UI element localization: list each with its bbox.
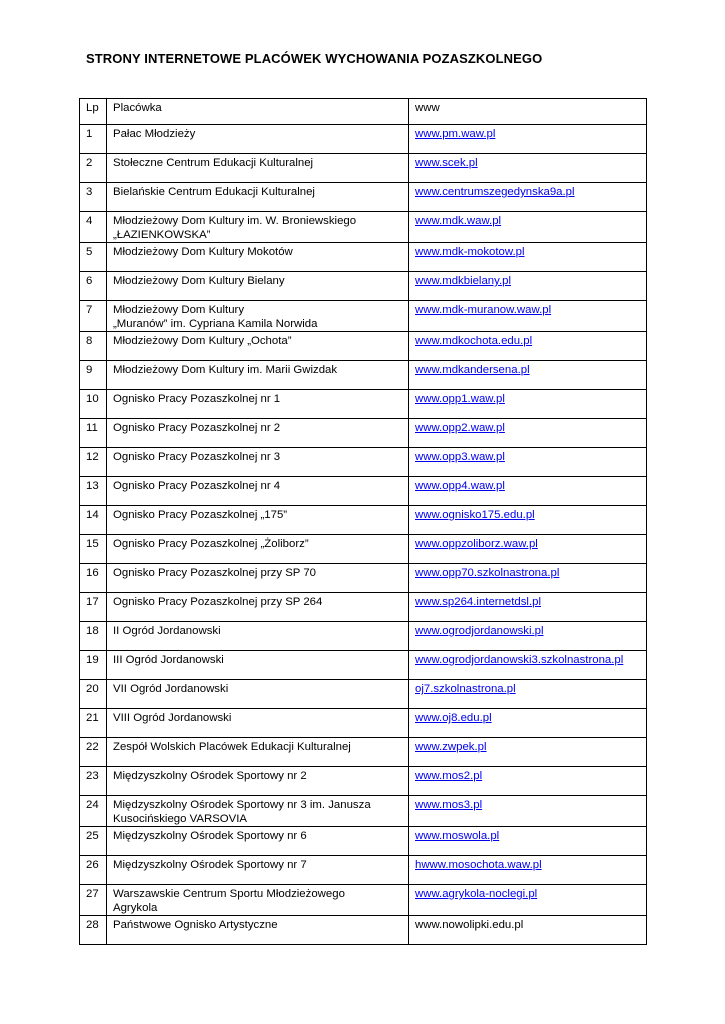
institution-name xyxy=(107,448,409,477)
institution-name-line: Bielańskie Centrum Edukacji Kulturalnej xyxy=(113,186,315,198)
row-number: 19 xyxy=(80,651,107,680)
website-cell xyxy=(409,564,647,593)
website-cell xyxy=(409,885,647,916)
table-row xyxy=(80,916,647,945)
table-row xyxy=(80,154,647,183)
website-link[interactable]: www.mdk-mokotow.pl xyxy=(415,246,525,258)
institution-name xyxy=(107,856,409,885)
website-cell xyxy=(409,506,647,535)
table-row xyxy=(80,448,647,477)
table-row xyxy=(80,680,647,709)
website-link[interactable]: www.ogrodjordanowski3.szkolnastrona.pl xyxy=(415,654,624,666)
website-cell xyxy=(409,272,647,301)
institution-name-line: Młodzieżowy Dom Kultury „Ochota” xyxy=(113,335,292,347)
institution-name xyxy=(107,796,409,827)
website-link[interactable]: www.mdkandersena.pl xyxy=(415,364,530,376)
table-row xyxy=(80,796,647,827)
website-link[interactable]: www.oppzoliborz.waw.pl xyxy=(415,538,538,550)
institution-name-line: Ognisko Pracy Pozaszkolnej nr 2 xyxy=(113,422,281,434)
institution-name-line: III Ogród Jordanowski xyxy=(113,654,224,666)
institution-name xyxy=(107,827,409,856)
row-number: 28 xyxy=(80,916,107,945)
row-number: 25 xyxy=(80,827,107,856)
website-cell xyxy=(409,651,647,680)
website-cell xyxy=(409,738,647,767)
institution-name xyxy=(107,535,409,564)
row-number: 20 xyxy=(80,680,107,709)
row-number: 4 xyxy=(80,212,107,243)
institution-name xyxy=(107,593,409,622)
row-number: 23 xyxy=(80,767,107,796)
website-cell xyxy=(409,448,647,477)
website-cell xyxy=(409,709,647,738)
institution-name xyxy=(107,916,409,945)
institution-name xyxy=(107,738,409,767)
table-row xyxy=(80,477,647,506)
table-row xyxy=(80,827,647,856)
institution-name-line: II Ogród Jordanowski xyxy=(113,625,221,637)
website-link[interactable]: www.opp1.waw.pl xyxy=(415,393,505,405)
website-link[interactable]: www.agrykola-noclegi.pl xyxy=(415,888,538,900)
institution-name xyxy=(107,564,409,593)
website-link[interactable]: oj7.szkolnastrona.pl xyxy=(415,683,516,695)
institution-name-line: Stołeczne Centrum Edukacji Kulturalnej xyxy=(113,157,314,169)
website-link[interactable]: www.opp3.waw.pl xyxy=(415,451,505,463)
website-link[interactable]: www.mdkbielany.pl xyxy=(415,275,512,287)
table-row xyxy=(80,622,647,651)
website-cell xyxy=(409,125,647,154)
row-number: 7 xyxy=(80,301,107,332)
institution-name-line: Młodzieżowy Dom Kultury Bielany xyxy=(113,275,285,287)
website-link[interactable]: www.mos2.pl xyxy=(415,770,483,782)
institution-name xyxy=(107,767,409,796)
website-cell xyxy=(409,593,647,622)
table-row xyxy=(80,243,647,272)
row-number: 2 xyxy=(80,154,107,183)
row-number: 17 xyxy=(80,593,107,622)
institution-name-line: Ognisko Pracy Pozaszkolnej „175” xyxy=(113,509,288,521)
website-text: www.nowolipki.edu.pl xyxy=(415,919,524,931)
table-row xyxy=(80,564,647,593)
institution-name-line: Młodzieżowy Dom Kultury im. W. Broniewskiego xyxy=(113,215,357,227)
institution-name-line: Agrykola xyxy=(113,901,158,914)
institution-name-line: Międzyszkolny Ośrodek Sportowy nr 2 xyxy=(113,770,307,782)
website-link[interactable]: www.sp264.internetdsl.pl xyxy=(415,596,541,608)
website-link[interactable]: www.opp70.szkolnastrona.pl xyxy=(415,567,560,579)
row-number: 12 xyxy=(80,448,107,477)
website-cell xyxy=(409,243,647,272)
institution-name xyxy=(107,651,409,680)
table-row xyxy=(80,885,647,916)
institution-name-line: Ognisko Pracy Pozaszkolnej nr 4 xyxy=(113,480,281,492)
website-link[interactable]: www.mdkochota.edu.pl xyxy=(415,335,533,347)
row-number: 15 xyxy=(80,535,107,564)
table-row xyxy=(80,183,647,212)
website-cell xyxy=(409,332,647,361)
row-number: 3 xyxy=(80,183,107,212)
website-cell xyxy=(409,154,647,183)
institution-name-line: Ognisko Pracy Pozaszkolnej przy SP 264 xyxy=(113,596,323,608)
table-header-row xyxy=(80,99,647,125)
institution-name xyxy=(107,125,409,154)
row-number: 22 xyxy=(80,738,107,767)
institution-name xyxy=(107,243,409,272)
institution-name xyxy=(107,212,409,243)
institution-name-line: VII Ogród Jordanowski xyxy=(113,683,229,695)
row-number: 24 xyxy=(80,796,107,827)
institution-name-line: Ognisko Pracy Pozaszkolnej przy SP 70 xyxy=(113,567,317,579)
institution-name-line: Ognisko Pracy Pozaszkolnej „Żoliborz” xyxy=(113,538,309,550)
institution-name xyxy=(107,154,409,183)
row-number: 11 xyxy=(80,419,107,448)
row-number: 6 xyxy=(80,272,107,301)
institution-name-line: Warszawskie Centrum Sportu Młodzieżowego xyxy=(113,888,345,900)
row-number: 16 xyxy=(80,564,107,593)
institution-name xyxy=(107,390,409,419)
website-cell xyxy=(409,827,647,856)
row-number: 9 xyxy=(80,361,107,390)
row-number: 13 xyxy=(80,477,107,506)
institution-name xyxy=(107,680,409,709)
institution-name-line: VIII Ogród Jordanowski xyxy=(113,712,232,724)
institution-name-line: Młodzieżowy Dom Kultury Mokotów xyxy=(113,246,293,258)
institution-name-line: „ŁAZIENKOWSKA” xyxy=(113,228,211,241)
website-link[interactable]: hwww.mosochota.waw.pl xyxy=(415,859,542,871)
table-row xyxy=(80,651,647,680)
institution-name xyxy=(107,709,409,738)
website-link[interactable]: www.mdk.waw.pl xyxy=(415,215,502,227)
institution-name xyxy=(107,301,409,332)
table-row xyxy=(80,856,647,885)
institution-name-line: Kusocińskiego VARSOVIA xyxy=(113,812,248,825)
row-number: 8 xyxy=(80,332,107,361)
website-cell xyxy=(409,767,647,796)
table-row xyxy=(80,738,647,767)
website-cell xyxy=(409,419,647,448)
row-number: 26 xyxy=(80,856,107,885)
institution-name xyxy=(107,272,409,301)
website-link[interactable]: www.moswola.pl xyxy=(415,830,500,842)
institution-name xyxy=(107,622,409,651)
website-link[interactable]: www.scek.pl xyxy=(415,157,478,169)
table-row xyxy=(80,212,647,243)
website-cell xyxy=(409,916,647,945)
website-cell xyxy=(409,212,647,243)
table-row xyxy=(80,419,647,448)
table-row xyxy=(80,506,647,535)
row-number: 5 xyxy=(80,243,107,272)
table-row xyxy=(80,125,647,154)
institution-name xyxy=(107,477,409,506)
website-cell xyxy=(409,183,647,212)
website-link[interactable]: www.ognisko175.edu.pl xyxy=(415,509,535,521)
row-number: 21 xyxy=(80,709,107,738)
page-title: STRONY INTERNETOWE PLACÓWEK WYCHOWANIA POZASZKOLNEGO xyxy=(86,51,543,66)
table-body xyxy=(80,125,647,945)
header-www: www xyxy=(409,99,647,125)
website-cell xyxy=(409,361,647,390)
header-lp: Lp xyxy=(80,99,107,125)
institution-name xyxy=(107,332,409,361)
website-cell xyxy=(409,535,647,564)
website-link[interactable]: www.centrumszegedynska9a.pl xyxy=(415,186,575,198)
table-row xyxy=(80,709,647,738)
website-cell xyxy=(409,856,647,885)
table-row xyxy=(80,535,647,564)
row-number: 10 xyxy=(80,390,107,419)
table-row xyxy=(80,332,647,361)
institution-name-line: „Muranów” im. Cypriana Kamila Norwida xyxy=(113,317,318,330)
table-row xyxy=(80,390,647,419)
institution-name-line: Państwowe Ognisko Artystyczne xyxy=(113,919,278,931)
institution-name xyxy=(107,885,409,916)
website-cell xyxy=(409,796,647,827)
row-number: 27 xyxy=(80,885,107,916)
website-cell xyxy=(409,622,647,651)
table-row xyxy=(80,361,647,390)
website-link[interactable]: www.mdk-muranow.waw.pl xyxy=(415,304,552,316)
table-row xyxy=(80,301,647,332)
row-number: 18 xyxy=(80,622,107,651)
website-link[interactable]: www.pm.waw.pl xyxy=(415,128,496,140)
institution-name-line: Międzyszkolny Ośrodek Sportowy nr 3 im. Janusza xyxy=(113,799,371,811)
website-cell xyxy=(409,301,647,332)
institution-name-line: Pałac Młodzieży xyxy=(113,128,196,140)
website-cell xyxy=(409,390,647,419)
table-row xyxy=(80,593,647,622)
institution-name-line: Międzyszkolny Ośrodek Sportowy nr 7 xyxy=(113,859,307,871)
header-name: Placówka xyxy=(107,99,409,125)
website-link[interactable]: www.ogrodjordanowski.pl xyxy=(415,625,544,637)
institution-name-line: Ognisko Pracy Pozaszkolnej nr 1 xyxy=(113,393,281,405)
website-link[interactable]: www.mos3.pl xyxy=(415,799,483,811)
website-link[interactable]: www.oj8.edu.pl xyxy=(415,712,492,724)
institution-name xyxy=(107,419,409,448)
table-row xyxy=(80,767,647,796)
institution-name-line: Młodzieżowy Dom Kultury xyxy=(113,304,245,316)
website-link[interactable]: www.zwpek.pl xyxy=(415,741,487,753)
website-cell xyxy=(409,477,647,506)
institution-name-line: Młodzieżowy Dom Kultury im. Marii Gwizdak xyxy=(113,364,338,376)
institution-name xyxy=(107,506,409,535)
institution-name xyxy=(107,361,409,390)
row-number: 14 xyxy=(80,506,107,535)
website-link[interactable]: www.opp4.waw.pl xyxy=(415,480,505,492)
institution-name-line: Ognisko Pracy Pozaszkolnej nr 3 xyxy=(113,451,281,463)
website-cell xyxy=(409,680,647,709)
table-row xyxy=(80,272,647,301)
institution-name-line: Zespół Wolskich Placówek Edukacji Kulturalnej xyxy=(113,741,351,753)
institution-name-line: Międzyszkolny Ośrodek Sportowy nr 6 xyxy=(113,830,307,842)
institution-name xyxy=(107,183,409,212)
institutions-table xyxy=(79,98,647,945)
row-number: 1 xyxy=(80,125,107,154)
website-link[interactable]: www.opp2.waw.pl xyxy=(415,422,505,434)
